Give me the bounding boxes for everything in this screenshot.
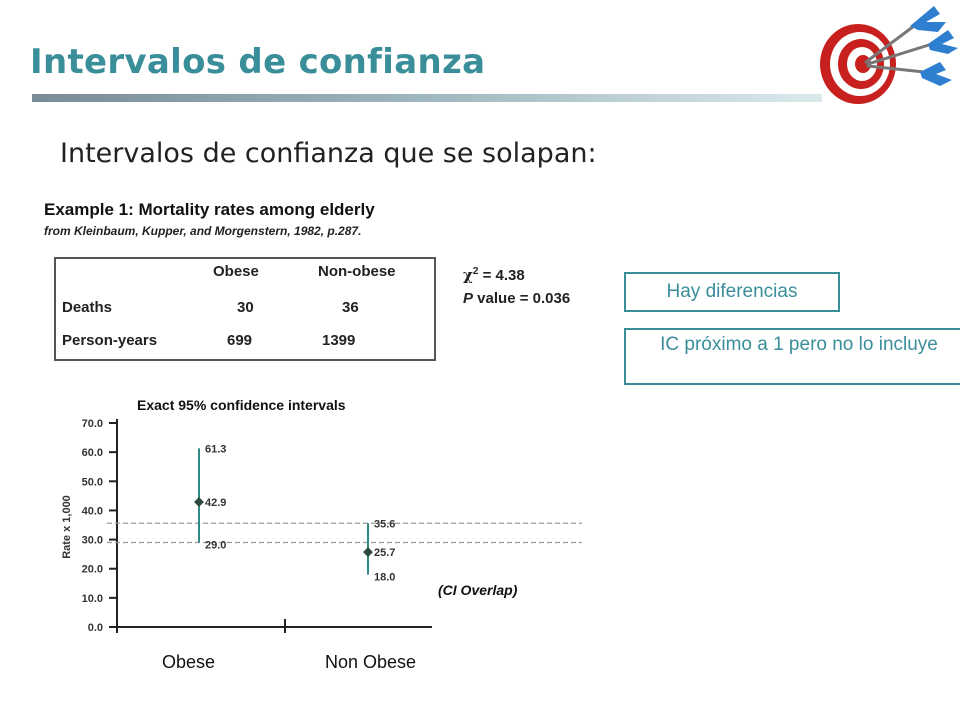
table-cell-deaths-non-obese: 36 [342, 299, 359, 316]
callout-ic-proximo: IC próximo a 1 pero no lo incluye [624, 328, 960, 385]
example-source: from Kleinbaum, Kupper, and Morgenstern, 1982, p.287. [44, 224, 362, 238]
slide-title: Intervalos de confianza [30, 42, 486, 82]
data-table [54, 257, 436, 361]
table-header-obese: Obese [213, 263, 259, 280]
chi-sup: 2 [472, 266, 479, 277]
table-row-label-person-years: Person-years [62, 332, 158, 349]
chi-square-stat [463, 266, 525, 284]
p-value: value = 0.036 [473, 290, 571, 307]
y-tick-label: 20.0 [81, 563, 103, 576]
y-axis-label: Rate x 1,000 [61, 495, 73, 559]
ci-overlap-annotation: (CI Overlap) [438, 582, 518, 598]
y-tick-label: 60.0 [81, 447, 103, 460]
y-tick-label: 10.0 [81, 592, 103, 605]
chi-value: = 4.38 [478, 267, 525, 284]
category-label-obese: Obese [162, 652, 216, 672]
table-header-non-obese: Non-obese [318, 263, 396, 280]
ci-point [363, 547, 373, 557]
slide-subtitle: Intervalos de confianza que se solapan: [60, 138, 597, 169]
title-underline-bar [32, 94, 822, 102]
ci-point-label: 25.7 [374, 547, 396, 560]
ci-lower-label: 29.0 [205, 539, 227, 552]
ci-lower-label: 18.0 [374, 571, 396, 584]
ci-upper-label: 61.3 [205, 443, 227, 456]
y-tick-label: 70.0 [81, 418, 103, 430]
y-tick-label: 50.0 [81, 476, 103, 489]
target-darts-icon [814, 0, 960, 122]
table-cell-py-non-obese: 1399 [322, 332, 356, 349]
chi-label: χ [463, 266, 473, 284]
y-tick-label: 30.0 [81, 534, 103, 547]
callout-hay-diferencias: Hay diferencias [624, 272, 840, 312]
p-value-stat [463, 290, 570, 307]
ci-point [194, 497, 204, 507]
y-tick-label: 0.0 [87, 622, 103, 634]
example-title: Example 1: Mortality rates among elderly [44, 200, 375, 219]
chart-title: Exact 95% confidence intervals [137, 397, 346, 413]
p-label: P [463, 290, 474, 307]
table-row-label-deaths: Deaths [62, 299, 113, 316]
table-cell-deaths-obese: 30 [237, 299, 254, 316]
ci-point-label: 42.9 [205, 496, 227, 509]
ci-upper-label: 35.6 [374, 518, 396, 531]
category-label-non-obese: Non Obese [325, 652, 417, 672]
table-cell-py-obese: 699 [227, 332, 253, 349]
y-tick-label: 40.0 [81, 505, 103, 518]
